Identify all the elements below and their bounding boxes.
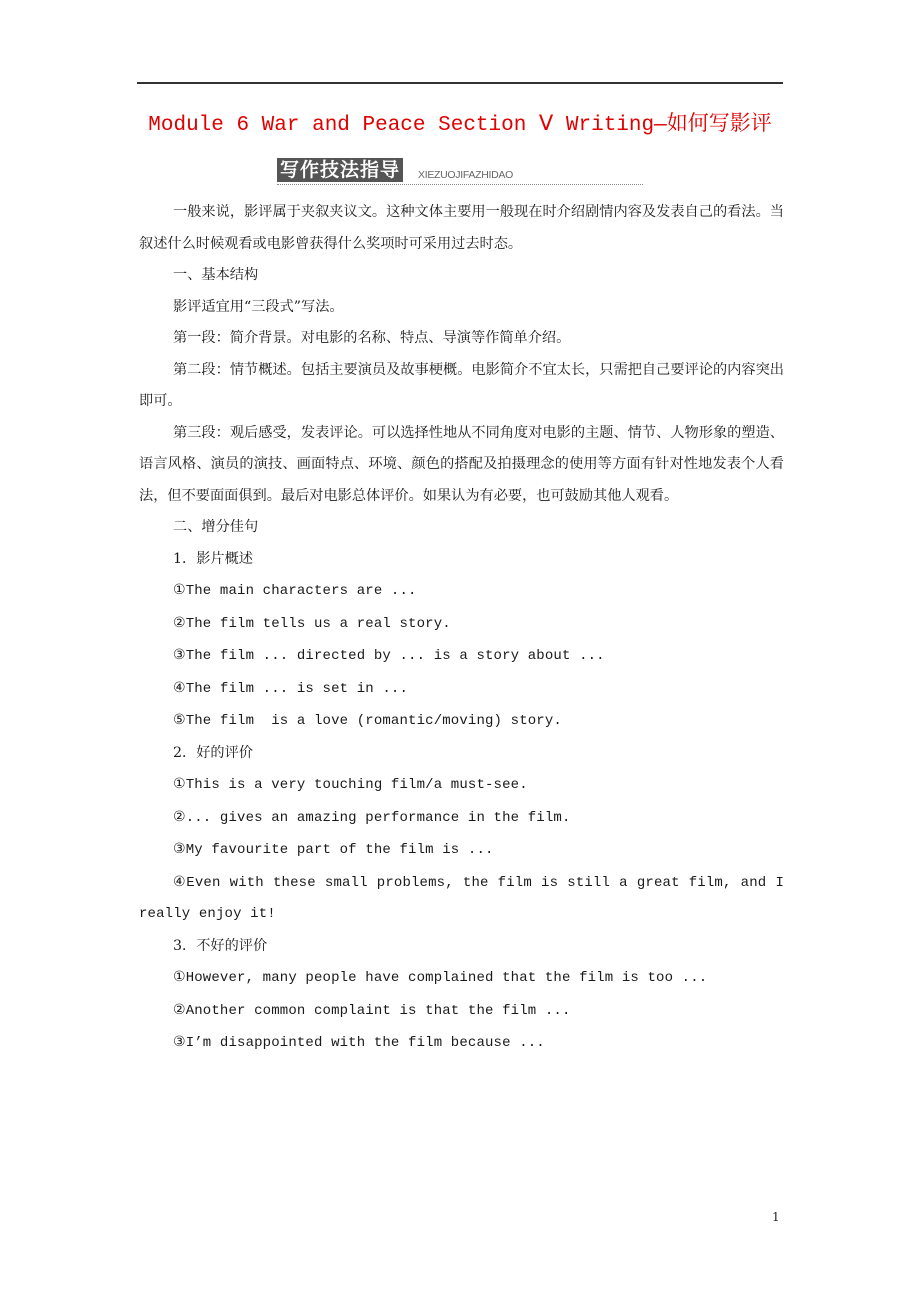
group-heading-negative: 3．不好的评价 [173,937,268,954]
section-heading-structure: 一、基本结构 [173,267,259,283]
sentence-item: ②... gives an amazing performance in the film. [173,808,571,826]
sentence-item: ⑤The film is a love (romantic/moving) story. [173,712,562,729]
sentence-item: ①This is a very touching film/a must-see. [173,776,528,793]
sentence-item: ④Even with these small problems, the film is still a great film, and I really enjoy it! [139,873,785,922]
sentence-item: ③My favourite part of the film is ... [173,841,494,858]
structure-paragraph-2: 第二段：情节概述。包括主要演员及故事梗概。电影简介不宜太长，只需把自己要评论的内容突出即可。 [139,361,784,409]
group-heading-positive: 2．好的评价 [173,744,253,761]
group-heading-overview: 1．影片概述 [173,550,253,567]
sentence-item: ①The main characters are ... [173,582,417,599]
sentence-item: ②Another common complaint is that the film ... [173,1001,571,1019]
structure-lead: 影评适宜用“三段式”写法。 [173,298,344,315]
sentence-item: ③I’m disappointed with the film because ... [173,1034,545,1051]
sentence-item: ②The film tells us a real story. [173,614,451,632]
structure-paragraph-3: 第三段：观后感受，发表评论。可以选择性地从不同角度对电影的主题、情节、人物形象的塑造、语言风格、演员的演技、画面特点、环境、颜色的搭配及拍摄理念的使用等方面有针对性地发表个人看法，但不要面面俱到。最后对电影总体评价。如果认为有必要，也可鼓励其他人观看。 [139,424,784,504]
banner-dotted-rule [277,184,643,185]
section-banner [277,158,643,186]
header-rule [137,82,783,84]
page-title: Module 6 War and Peace Section Ⅴ Writing—如何写影评 [148,114,772,137]
banner-pinyin: XIEZUOJIFAZHIDAO [418,169,513,181]
structure-paragraph-1: 第一段：简介背景。对电影的名称、特点、导演等作简单介绍。 [173,330,571,346]
document-body [139,197,784,1060]
sentence-item: ④The film ... is set in ... [173,679,409,697]
sentence-item: ①However, many people have complained that the film is too ... [173,969,708,986]
sentence-item: ③The film ... directed by ... is a story about ... [173,647,605,664]
intro-paragraph: 一般来说，影评属于夹叙夹议文。这种文体主要用一般现在时介绍剧情内容及发表自己的看法。当叙述什么时候观看或电影曾获得什么奖项时可采用过去时态。 [139,204,784,252]
page-number: 1 [772,1210,780,1224]
section-heading-sentences: 二、增分佳句 [173,519,259,535]
banner-label: 写作技法指导 [277,158,403,182]
